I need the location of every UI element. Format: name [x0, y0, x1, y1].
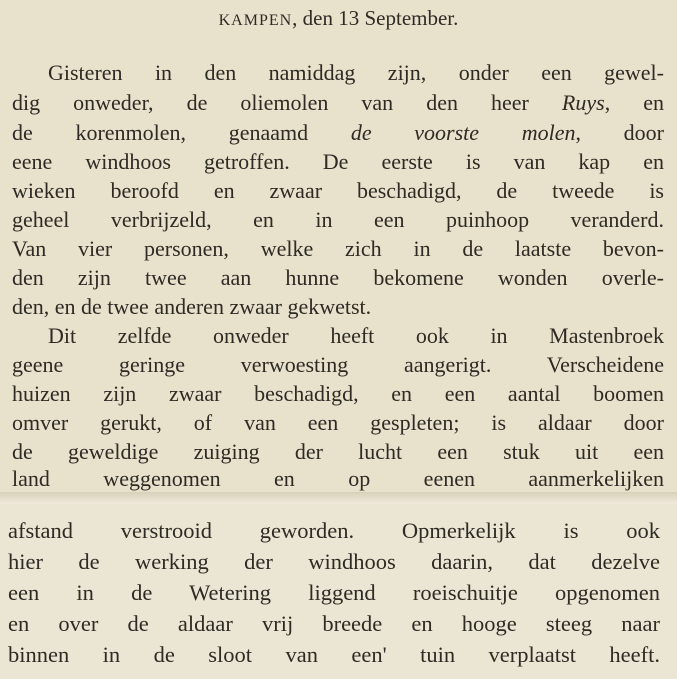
text-line-12: huizen zijn zwaar beschadigd, en een aantal boomen — [12, 381, 664, 406]
text-segment: dig onweder, de oliemolen van den heer — [12, 90, 562, 115]
text-line-8: den zijn twee aan hunne bekomene wonden overle- — [12, 265, 664, 290]
text-line-3 — [12, 120, 664, 146]
dateline — [0, 6, 677, 31]
text-segment: de korenmolen, genaamd — [12, 120, 351, 145]
text-segment: , en — [604, 90, 664, 115]
text-line-1: Gisteren in den namiddag zijn, onder een gewel- — [48, 60, 664, 85]
text-line-20: binnen in de sloot van een' tuin verplaatst heeft. — [8, 642, 660, 667]
article-bottom-clipping — [0, 504, 677, 679]
text-line-14: de geweldige zuiging der lucht een stuk uit een — [12, 439, 664, 464]
text-line-9: den, en de twee anderen zwaar gekwetst. — [12, 294, 372, 319]
name-voorste-molen: de voorste molen — [350, 120, 576, 145]
dateline-date: , den 13 September. — [292, 6, 459, 30]
text-line-19: en over de aldaar vrij breede en hooge steeg naar — [8, 611, 660, 636]
text-line-7: Van vier personen, welke zich in de laatste bevon- — [12, 236, 664, 261]
text-line-11: geene geringe verwoesting aangerigt. Verscheidene — [12, 352, 664, 377]
text-segment: , door — [575, 120, 664, 145]
clipping-seam — [0, 492, 677, 504]
text-line-13: omver gerukt, of van een gespleten; is aldaar door — [12, 410, 664, 435]
text-line-2 — [12, 90, 664, 116]
text-line-10: Dit zelfde onweder heeft ook in Mastenbroek — [48, 323, 664, 348]
text-line-18: een in de Wetering liggend roeischuitje opgenomen — [8, 580, 660, 605]
dateline-place: KAMPEN — [218, 12, 293, 29]
text-line-17: hier de werking der windhoos daarin, dat dezelve — [8, 549, 660, 574]
text-line-5: wieken beroofd en zwaar beschadigd, de tweede is — [12, 178, 664, 203]
text-line-6: geheel verbrijzeld, en in een puinhoop veranderd. — [12, 207, 664, 232]
text-line-16: afstand verstrooid geworden. Opmerkelijk is ook — [8, 518, 660, 543]
text-line-15: land weggenomen en op eenen aanmerkelijken — [12, 466, 664, 491]
text-line-4: eene windhoos getroffen. De eerste is van kap en — [12, 149, 664, 174]
name-ruys: Ruys — [561, 90, 605, 115]
